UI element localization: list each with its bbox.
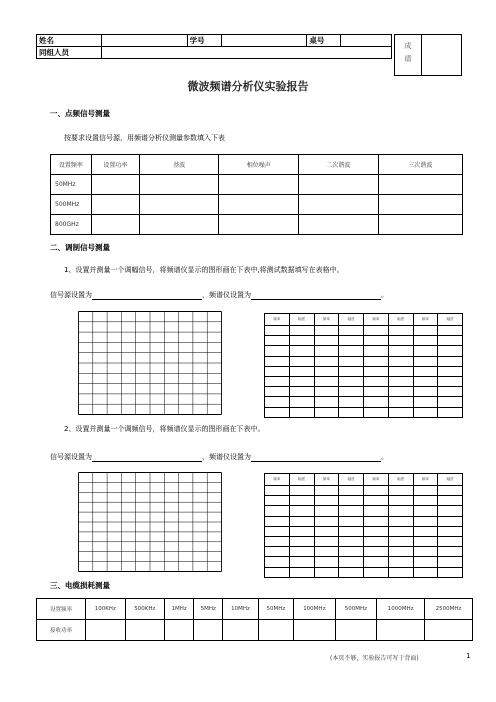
input-cell[interactable] [413, 376, 438, 386]
input-cell[interactable] [314, 547, 339, 557]
input-cell[interactable] [289, 567, 314, 577]
input-cell[interactable] [364, 526, 389, 536]
input-cell[interactable] [125, 620, 165, 641]
column-header: 幅度 [289, 314, 314, 326]
input-cell[interactable] [289, 356, 314, 366]
input-cell[interactable] [289, 526, 314, 536]
analyzer-label: ，频谱仪设置为 [202, 291, 251, 299]
cable-loss-table [36, 598, 473, 641]
input-cell[interactable] [438, 567, 463, 577]
input-cell[interactable] [219, 175, 299, 195]
column-header: 频率 [364, 314, 389, 326]
column-header: 设置功率 [91, 155, 139, 175]
source-field[interactable] [92, 291, 202, 300]
input-cell[interactable] [314, 326, 339, 336]
source-label: 信号源设置为 [50, 291, 92, 299]
input-cell[interactable] [289, 387, 314, 397]
input-cell[interactable] [289, 397, 314, 407]
input-cell[interactable] [364, 557, 389, 567]
table-row [265, 356, 463, 366]
frequency-cell: 50MHz [258, 599, 293, 620]
column-header: 三次谐波 [378, 155, 462, 175]
input-cell[interactable] [388, 557, 413, 567]
input-cell[interactable] [298, 195, 378, 215]
frequency-cell: 10MHz [223, 599, 258, 620]
row-frequency: 50MHz [51, 175, 92, 195]
input-cell[interactable] [413, 356, 438, 366]
footer-note: (本页不够，实验报告可写于背面) [330, 655, 419, 662]
page-title: 微波频谱分析仪实验报告 [187, 80, 309, 93]
end-mark: 。 [381, 291, 388, 299]
section3-heading: 三、电缆损耗测量 [50, 581, 110, 590]
grade-box [394, 34, 462, 76]
input-cell[interactable] [265, 336, 290, 346]
source-field[interactable] [92, 453, 202, 462]
input-cell[interactable] [438, 506, 463, 516]
input-cell[interactable] [339, 376, 364, 386]
input-cell[interactable] [265, 356, 290, 366]
input-cell[interactable] [289, 376, 314, 386]
student-id-label: 学号 [187, 35, 221, 47]
input-cell[interactable] [314, 567, 339, 577]
input-cell[interactable] [194, 620, 223, 641]
input-cell[interactable] [364, 336, 389, 346]
input-cell[interactable] [339, 397, 364, 407]
input-cell[interactable] [378, 175, 462, 195]
input-cell[interactable] [139, 175, 219, 195]
input-cell[interactable] [413, 387, 438, 397]
section1-instruction: 按要求设置信号源，用频谱分析仪测量参数填入下表 [64, 134, 225, 142]
input-cell[interactable] [265, 376, 290, 386]
input-cell[interactable] [438, 387, 463, 397]
table-header-row [265, 314, 463, 326]
input-cell[interactable] [438, 366, 463, 376]
input-cell[interactable] [364, 346, 389, 356]
input-cell[interactable] [289, 547, 314, 557]
input-cell[interactable] [265, 326, 290, 336]
column-header: 幅度 [438, 474, 463, 486]
input-cell[interactable] [377, 620, 425, 641]
input-cell[interactable] [438, 486, 463, 496]
column-header: 幅度 [438, 314, 463, 326]
input-cell[interactable] [265, 567, 290, 577]
input-cell[interactable] [339, 387, 364, 397]
input-cell[interactable] [335, 620, 377, 641]
column-header: 频率 [314, 474, 339, 486]
input-cell[interactable] [265, 516, 290, 526]
input-cell[interactable] [388, 366, 413, 376]
input-cell[interactable] [314, 336, 339, 346]
input-cell[interactable] [289, 486, 314, 496]
frequency-cell: 1000MHz [377, 599, 425, 620]
analyzer-field[interactable] [251, 453, 381, 462]
input-cell[interactable] [314, 506, 339, 516]
input-cell[interactable] [364, 366, 389, 376]
column-header: 相位噪声 [219, 155, 299, 175]
input-cell[interactable] [364, 516, 389, 526]
input-cell[interactable] [388, 547, 413, 557]
input-cell[interactable] [364, 376, 389, 386]
table-header-row [51, 155, 463, 175]
input-cell[interactable] [265, 407, 290, 417]
source-label: 信号源设置为 [50, 453, 92, 461]
input-cell[interactable] [438, 526, 463, 536]
student-id-field[interactable] [221, 35, 307, 47]
grade-label: 成绩 [395, 35, 422, 75]
table-header-row [265, 474, 463, 486]
input-cell[interactable] [438, 336, 463, 346]
input-cell[interactable] [388, 376, 413, 386]
input-cell[interactable] [265, 387, 290, 397]
power-row [37, 620, 473, 641]
analyzer-field[interactable] [251, 291, 381, 300]
input-cell[interactable] [339, 336, 364, 346]
input-cell[interactable] [265, 346, 290, 356]
row-label: 设置频率 [37, 599, 86, 620]
input-cell[interactable] [388, 516, 413, 526]
point-frequency-table [50, 154, 463, 235]
input-cell[interactable] [289, 366, 314, 376]
column-header: 频率 [265, 314, 290, 326]
input-cell[interactable] [265, 557, 290, 567]
input-cell[interactable] [219, 195, 299, 215]
input-cell[interactable] [314, 387, 339, 397]
frequency-row [37, 599, 473, 620]
input-cell[interactable] [378, 195, 462, 215]
input-cell[interactable] [314, 407, 339, 417]
desk-field[interactable] [341, 35, 392, 47]
table-row [265, 567, 463, 577]
input-cell[interactable] [364, 506, 389, 516]
input-cell[interactable] [388, 356, 413, 366]
input-cell[interactable] [413, 547, 438, 557]
column-header: 频率 [364, 474, 389, 486]
input-cell[interactable] [364, 547, 389, 557]
input-cell[interactable] [289, 336, 314, 346]
input-cell[interactable] [314, 376, 339, 386]
input-cell[interactable] [298, 215, 378, 235]
frequency-cell: 1MHz [165, 599, 194, 620]
input-cell[interactable] [339, 346, 364, 356]
input-cell[interactable] [339, 506, 364, 516]
desk-label: 桌号 [307, 35, 341, 47]
column-header: 频率 [314, 314, 339, 326]
input-cell[interactable] [388, 506, 413, 516]
input-cell[interactable] [339, 496, 364, 506]
input-cell[interactable] [314, 356, 339, 366]
name-field[interactable] [102, 35, 188, 47]
table-row [265, 486, 463, 496]
input-cell[interactable] [314, 486, 339, 496]
table-row [265, 516, 463, 526]
column-header: 幅度 [289, 474, 314, 486]
input-cell[interactable] [438, 547, 463, 557]
input-cell[interactable] [364, 407, 389, 417]
input-cell[interactable] [364, 536, 389, 546]
table-row [265, 506, 463, 516]
input-cell[interactable] [314, 526, 339, 536]
input-cell[interactable] [258, 620, 293, 641]
input-cell[interactable] [339, 326, 364, 336]
input-cell[interactable] [388, 336, 413, 346]
input-cell[interactable] [289, 326, 314, 336]
input-cell[interactable] [298, 175, 378, 195]
input-cell[interactable] [339, 526, 364, 536]
section2-item1: 1、设置并测量一个调幅信号，将频谱仪显示的图形画在下表中,将测试数据填写在表格中。 [64, 266, 344, 274]
input-cell[interactable] [91, 215, 139, 235]
input-cell[interactable] [438, 346, 463, 356]
input-cell[interactable] [364, 387, 389, 397]
input-cell[interactable] [413, 366, 438, 376]
input-cell[interactable] [314, 536, 339, 546]
input-cell[interactable] [425, 620, 473, 641]
input-cell[interactable] [364, 397, 389, 407]
input-cell[interactable] [289, 346, 314, 356]
input-cell[interactable] [86, 620, 126, 641]
table-row [265, 407, 463, 417]
settings-line-2 [50, 452, 388, 462]
input-cell[interactable] [339, 567, 364, 577]
column-header: 二次谐波 [298, 155, 378, 175]
fm-data-table [264, 473, 463, 578]
input-cell[interactable] [265, 547, 290, 557]
input-cell[interactable] [364, 356, 389, 366]
input-cell[interactable] [413, 336, 438, 346]
input-cell[interactable] [438, 397, 463, 407]
am-data-table [264, 313, 463, 418]
input-cell[interactable] [388, 326, 413, 336]
input-cell[interactable] [388, 486, 413, 496]
table-row [265, 387, 463, 397]
input-cell[interactable] [388, 496, 413, 506]
table-row [265, 547, 463, 557]
input-cell[interactable] [165, 620, 194, 641]
table-row [265, 336, 463, 346]
input-cell[interactable] [265, 486, 290, 496]
table-row [265, 536, 463, 546]
input-cell[interactable] [413, 496, 438, 506]
input-cell[interactable] [339, 536, 364, 546]
input-cell[interactable] [265, 526, 290, 536]
settings-line-1 [50, 290, 388, 300]
table-row [265, 326, 463, 336]
input-cell[interactable] [289, 557, 314, 567]
input-cell[interactable] [413, 506, 438, 516]
input-cell[interactable] [339, 407, 364, 417]
spectrum-grid-fm[interactable] [78, 472, 222, 572]
input-cell[interactable] [388, 526, 413, 536]
column-header: 基波 [139, 155, 219, 175]
frequency-cell: 500MHz [335, 599, 377, 620]
input-cell[interactable] [139, 195, 219, 215]
input-cell[interactable] [438, 557, 463, 567]
input-cell[interactable] [339, 516, 364, 526]
input-cell[interactable] [339, 356, 364, 366]
frequency-cell: 100MHz [294, 599, 336, 620]
spectrum-grid-am[interactable] [78, 311, 222, 415]
input-cell[interactable] [339, 366, 364, 376]
page-number: 1 [466, 652, 471, 660]
input-cell[interactable] [413, 346, 438, 356]
input-cell[interactable] [413, 397, 438, 407]
name-label: 姓名 [37, 35, 102, 47]
input-cell[interactable] [91, 175, 139, 195]
column-header: 幅度 [388, 314, 413, 326]
column-header: 幅度 [339, 474, 364, 486]
input-cell[interactable] [265, 536, 290, 546]
row-frequency: 800GHz [51, 215, 92, 235]
input-cell[interactable] [388, 346, 413, 356]
table-row [265, 557, 463, 567]
input-cell[interactable] [378, 215, 462, 235]
analyzer-label: ，频谱仪设置为 [202, 453, 251, 461]
section2-item2: 2、设置并测量一个调频信号，将频谱仪显示的图形画在下表中。 [64, 425, 265, 433]
input-cell[interactable] [388, 387, 413, 397]
input-cell[interactable] [289, 516, 314, 526]
row-frequency: 500MHz [51, 195, 92, 215]
input-cell[interactable] [413, 526, 438, 536]
frequency-cell: 500KHz [125, 599, 165, 620]
table-row [265, 376, 463, 386]
column-header: 幅度 [339, 314, 364, 326]
input-cell[interactable] [438, 536, 463, 546]
section2-heading: 二、调制信号测量 [50, 243, 110, 252]
input-cell[interactable] [339, 557, 364, 567]
input-cell[interactable] [314, 496, 339, 506]
group-field[interactable] [102, 47, 392, 59]
column-header: 频率 [413, 474, 438, 486]
section1-heading: 一、点频信号测量 [50, 109, 110, 118]
input-cell[interactable] [294, 620, 336, 641]
input-cell[interactable] [314, 516, 339, 526]
table-row [265, 397, 463, 407]
input-cell[interactable] [265, 366, 290, 376]
input-cell[interactable] [413, 407, 438, 417]
input-cell[interactable] [413, 326, 438, 336]
input-cell[interactable] [364, 486, 389, 496]
end-mark: 。 [381, 453, 388, 461]
input-cell[interactable] [219, 215, 299, 235]
column-header: 频率 [265, 474, 290, 486]
input-cell[interactable] [339, 486, 364, 496]
row-label: 接收功率 [37, 620, 86, 641]
column-header: 设置频率 [51, 155, 92, 175]
input-cell[interactable] [388, 536, 413, 546]
input-cell[interactable] [413, 557, 438, 567]
table-row [51, 175, 463, 195]
table-row [51, 195, 463, 215]
frequency-cell: 100KHz [86, 599, 126, 620]
input-cell[interactable] [438, 326, 463, 336]
input-cell[interactable] [438, 407, 463, 417]
input-cell[interactable] [364, 496, 389, 506]
input-cell[interactable] [314, 397, 339, 407]
input-cell[interactable] [388, 397, 413, 407]
table-row [51, 215, 463, 235]
table-row [265, 496, 463, 506]
input-cell[interactable] [413, 536, 438, 546]
input-cell[interactable] [289, 496, 314, 506]
column-header: 幅度 [388, 474, 413, 486]
column-header: 频率 [413, 314, 438, 326]
input-cell[interactable] [438, 356, 463, 366]
table-row [265, 366, 463, 376]
input-cell[interactable] [339, 547, 364, 557]
group-label: 同组人员 [37, 47, 102, 59]
input-cell[interactable] [438, 376, 463, 386]
input-cell[interactable] [364, 326, 389, 336]
input-cell[interactable] [388, 407, 413, 417]
input-cell[interactable] [438, 496, 463, 506]
input-cell[interactable] [139, 215, 219, 235]
input-cell[interactable] [265, 397, 290, 407]
input-cell[interactable] [223, 620, 258, 641]
input-cell[interactable] [91, 195, 139, 215]
input-cell[interactable] [413, 486, 438, 496]
input-cell[interactable] [438, 516, 463, 526]
input-cell[interactable] [289, 536, 314, 546]
input-cell[interactable] [413, 516, 438, 526]
frequency-cell: 2500MHz [425, 599, 473, 620]
frequency-cell: 5MHz [194, 599, 223, 620]
input-cell[interactable] [289, 506, 314, 516]
input-cell[interactable] [314, 557, 339, 567]
student-info-table [36, 34, 392, 59]
input-cell[interactable] [314, 366, 339, 376]
input-cell[interactable] [289, 407, 314, 417]
table-row [265, 346, 463, 356]
input-cell[interactable] [388, 567, 413, 577]
input-cell[interactable] [265, 496, 290, 506]
table-row [265, 526, 463, 536]
input-cell[interactable] [364, 567, 389, 577]
input-cell[interactable] [314, 346, 339, 356]
input-cell[interactable] [413, 567, 438, 577]
input-cell[interactable] [265, 506, 290, 516]
